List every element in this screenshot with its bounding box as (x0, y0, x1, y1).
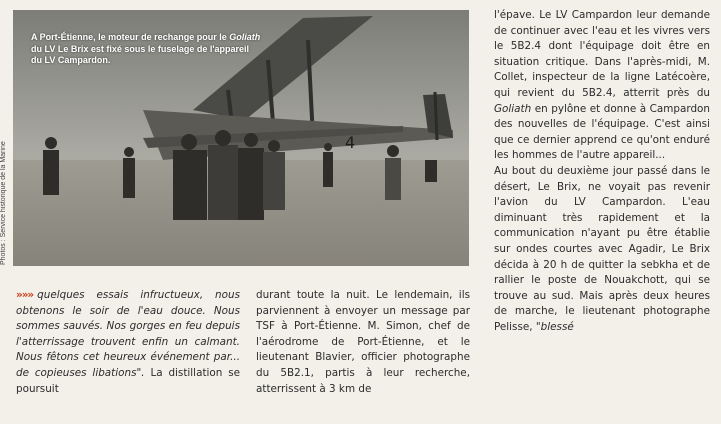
text-column-2 (256, 288, 470, 397)
paragraph: Au bout du deuxième jour passé dans le désert, Le Brix, ne voyait pas revenir l'avion du LV Campardon. L'eau diminuant très rapidement et la communication n'ayant pu être établie sur ondes courtes avec Agadir, Le Brix décida à 20 h de quitter la sebkha et de rallier le poste de Nouakchott, qui se trouve au sud. Mais après deux heures de marche, le lieutenant photographe Pelisse, "blessé (494, 164, 710, 333)
photo-caption: A Port-Étienne, le moteur de rechange pour le Goliath du LV Le Brix est fixé sous le fuselage de l'appareil du LV Campardon. (31, 32, 261, 65)
text-column-1 (16, 288, 240, 397)
continuation-marker: »»» (16, 289, 34, 301)
aircraft-name: Goliath (494, 102, 532, 115)
paragraph: durant toute la nuit. Le lendemain, ils parviennent à envoyer un message par TSF à Port-Étienne. M. Simon, chef de l'aérodrome de Port-Étienne, et le lieutenant Blavier, officier photographe du 5B2.1, partis à leur recherche, atterrissent à 3 km de (256, 289, 470, 395)
paragraph: l'épave. Le LV Campardon leur demande de continuer avec l'eau et les vivres vers le 5B2.4 dont l'équipage doit être en situation critique. Dans l'après-midi, M. Collet, inspecteur de la ligne Latécoère, qui revient du 5B2.4, atterrit près du Goliath en pylône et donne à Campardon des nouvelles de l'équipage. C'est ainsi que ce dernier apprend ce qu'ont enduré les hommes de l'autre appareil... (494, 9, 710, 162)
quoted-text: "blessé (535, 320, 574, 333)
aircraft-number: 4 (345, 133, 356, 152)
photo-credit: Photos : Service historique de la Marine (0, 141, 7, 265)
quoted-text: quelques essais infructueux, nous obtenons le soir de l'eau douce. Nous sommes sauvés. Nos gorges en feu depuis l'atterrissage trouvent enfin un calmant. Nous fêtons cet heureux événement par... de copieuses libations". (16, 289, 240, 379)
text-column-3 (494, 8, 710, 335)
archive-photo (13, 10, 469, 266)
paragraph (16, 288, 240, 397)
body-text: La distillation se poursuit (16, 366, 240, 395)
